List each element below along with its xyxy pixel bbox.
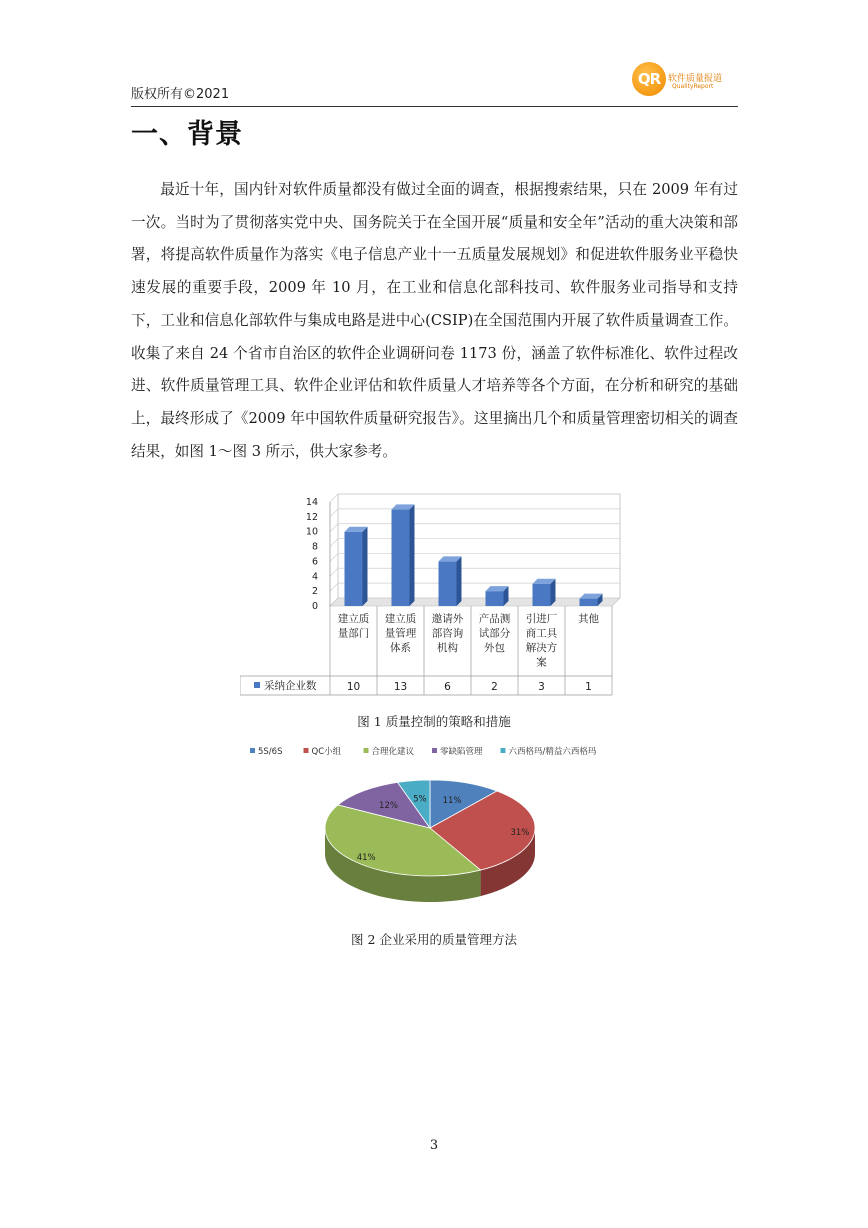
data-table-value: 1 <box>585 681 592 693</box>
series-legend-swatch <box>254 682 260 688</box>
category-label: 邀请外 <box>431 613 464 625</box>
y-tick-label: 2 <box>311 586 318 598</box>
pie-value-label: 31% <box>510 827 530 838</box>
y-tick-label: 4 <box>311 571 318 583</box>
bar-front <box>439 561 457 606</box>
y-tick-label: 6 <box>311 556 318 568</box>
category-label: 试部分 <box>478 627 511 640</box>
y-tick-label: 8 <box>311 541 318 553</box>
pie-value-label: 41% <box>356 853 376 864</box>
y-tick-label: 10 <box>305 526 318 538</box>
data-table-value: 13 <box>393 681 408 693</box>
pie-value-label: 11% <box>442 795 462 806</box>
bar-front <box>392 509 410 606</box>
legend-label: 合理化建议 <box>371 747 415 757</box>
bar-front <box>533 584 551 606</box>
bar <box>486 586 509 606</box>
quality-report-logo <box>632 62 724 96</box>
category-label: 商工具 <box>525 627 558 640</box>
category-label: 产品测 <box>478 613 511 625</box>
y-tick-label: 14 <box>305 497 318 508</box>
category-label: 机构 <box>437 642 458 654</box>
legend-swatch <box>304 748 309 753</box>
legend-swatch <box>364 748 369 753</box>
bar <box>580 594 603 606</box>
bar <box>392 504 415 606</box>
category-label: 体系 <box>390 642 411 654</box>
copyright-text: 版权所有©2021 <box>131 87 230 102</box>
data-table-value: 10 <box>346 681 361 693</box>
legend-swatch <box>432 748 437 753</box>
data-table-value: 6 <box>444 681 451 693</box>
bar <box>345 527 368 606</box>
category-label: 量管理 <box>384 627 417 640</box>
figure1-caption: 图 1 质量控制的策略和措施 <box>357 714 511 729</box>
page-number: 3 <box>429 1138 439 1153</box>
legend-swatch <box>250 748 255 753</box>
bar-side <box>410 504 415 606</box>
bar-front <box>486 591 504 606</box>
pie-value-label: 5% <box>413 794 427 805</box>
category-label: 建立质 <box>337 613 370 625</box>
bar-front <box>580 599 598 606</box>
category-label: 其他 <box>578 613 599 625</box>
chart-back-wall <box>330 494 620 606</box>
figure2-caption: 图 2 企业采用的质量管理方法 <box>351 932 517 947</box>
gridline <box>330 583 620 591</box>
data-table-value: 3 <box>538 681 545 693</box>
legend-label: QC小组 <box>311 747 342 757</box>
pie-value-label: 12% <box>379 801 398 812</box>
body-paragraph: 最近十年，国内针对软件质量都没有做过全面的调查，根据搜索结果，只在 2009 年有过一次。当时为了贯彻落实党中央、国务院关于在全国开展“质量和安全年”活动的重大决策和部署，将提高软件质量作为落实《电子信息产业十一五质量发展规划》和促进软件服务业平稳快速发展的重要手段，2009 年 10 月，在工业和信息化部科技司、软件服务业司指导和支持下，工业和信息化部软件与集成电路是进中心(CSIP)在全国范围内开展了软件质量调查工作。收集了来自 24 个省市自治区的软件企业调研问卷 1173 份，涵盖了软件标准化、软件过程改进、软件质量管理工具、软件企业评估和软件质量人才培养等各个方面，在分析和研究的基础上，最终形成了《2009 年中国软件质量研究报告》。这里摘出几个和质量管理密切相关的调查结果，如图 1～图 3 所示，供大家参考。 <box>131 181 738 460</box>
logo-english-text: QualityReport <box>672 83 714 90</box>
legend-swatch <box>501 748 506 753</box>
bar-front <box>345 532 363 606</box>
legend-label: 5S/6S <box>258 747 283 757</box>
gridline <box>330 524 620 532</box>
page-header <box>131 58 738 107</box>
data-table-value: 2 <box>491 681 498 693</box>
gridline <box>330 553 620 561</box>
category-label: 案 <box>536 656 547 669</box>
bar-side <box>457 556 462 606</box>
legend-label: 六西格玛/精益六西格玛 <box>508 747 597 757</box>
chart-floor <box>330 598 620 606</box>
category-label: 外包 <box>484 642 505 654</box>
series-legend-label: 采纳企业数 <box>264 680 317 692</box>
gridline <box>330 509 620 517</box>
gridline <box>330 568 620 576</box>
bar <box>533 579 556 606</box>
gridline <box>330 494 620 502</box>
y-tick-label: 12 <box>305 511 318 523</box>
y-tick-label: 0 <box>311 601 318 612</box>
bar-side <box>363 527 368 606</box>
gridline <box>330 539 620 547</box>
category-label: 建立质 <box>384 613 417 625</box>
logo-chinese-text: 软件质量报道 <box>668 74 723 84</box>
legend-label: 零缺陷管理 <box>440 747 483 757</box>
bar <box>439 556 462 606</box>
pie-legend <box>248 744 628 758</box>
category-label: 解决方 <box>525 642 558 654</box>
category-label: 量部门 <box>337 627 370 640</box>
logo-mark: QR <box>632 62 666 96</box>
section-title: 一、背景 <box>131 119 243 150</box>
category-label: 引进厂 <box>525 613 558 625</box>
bar-chart <box>240 488 628 700</box>
category-label: 部咨询 <box>431 627 464 640</box>
pie-chart <box>300 770 560 910</box>
